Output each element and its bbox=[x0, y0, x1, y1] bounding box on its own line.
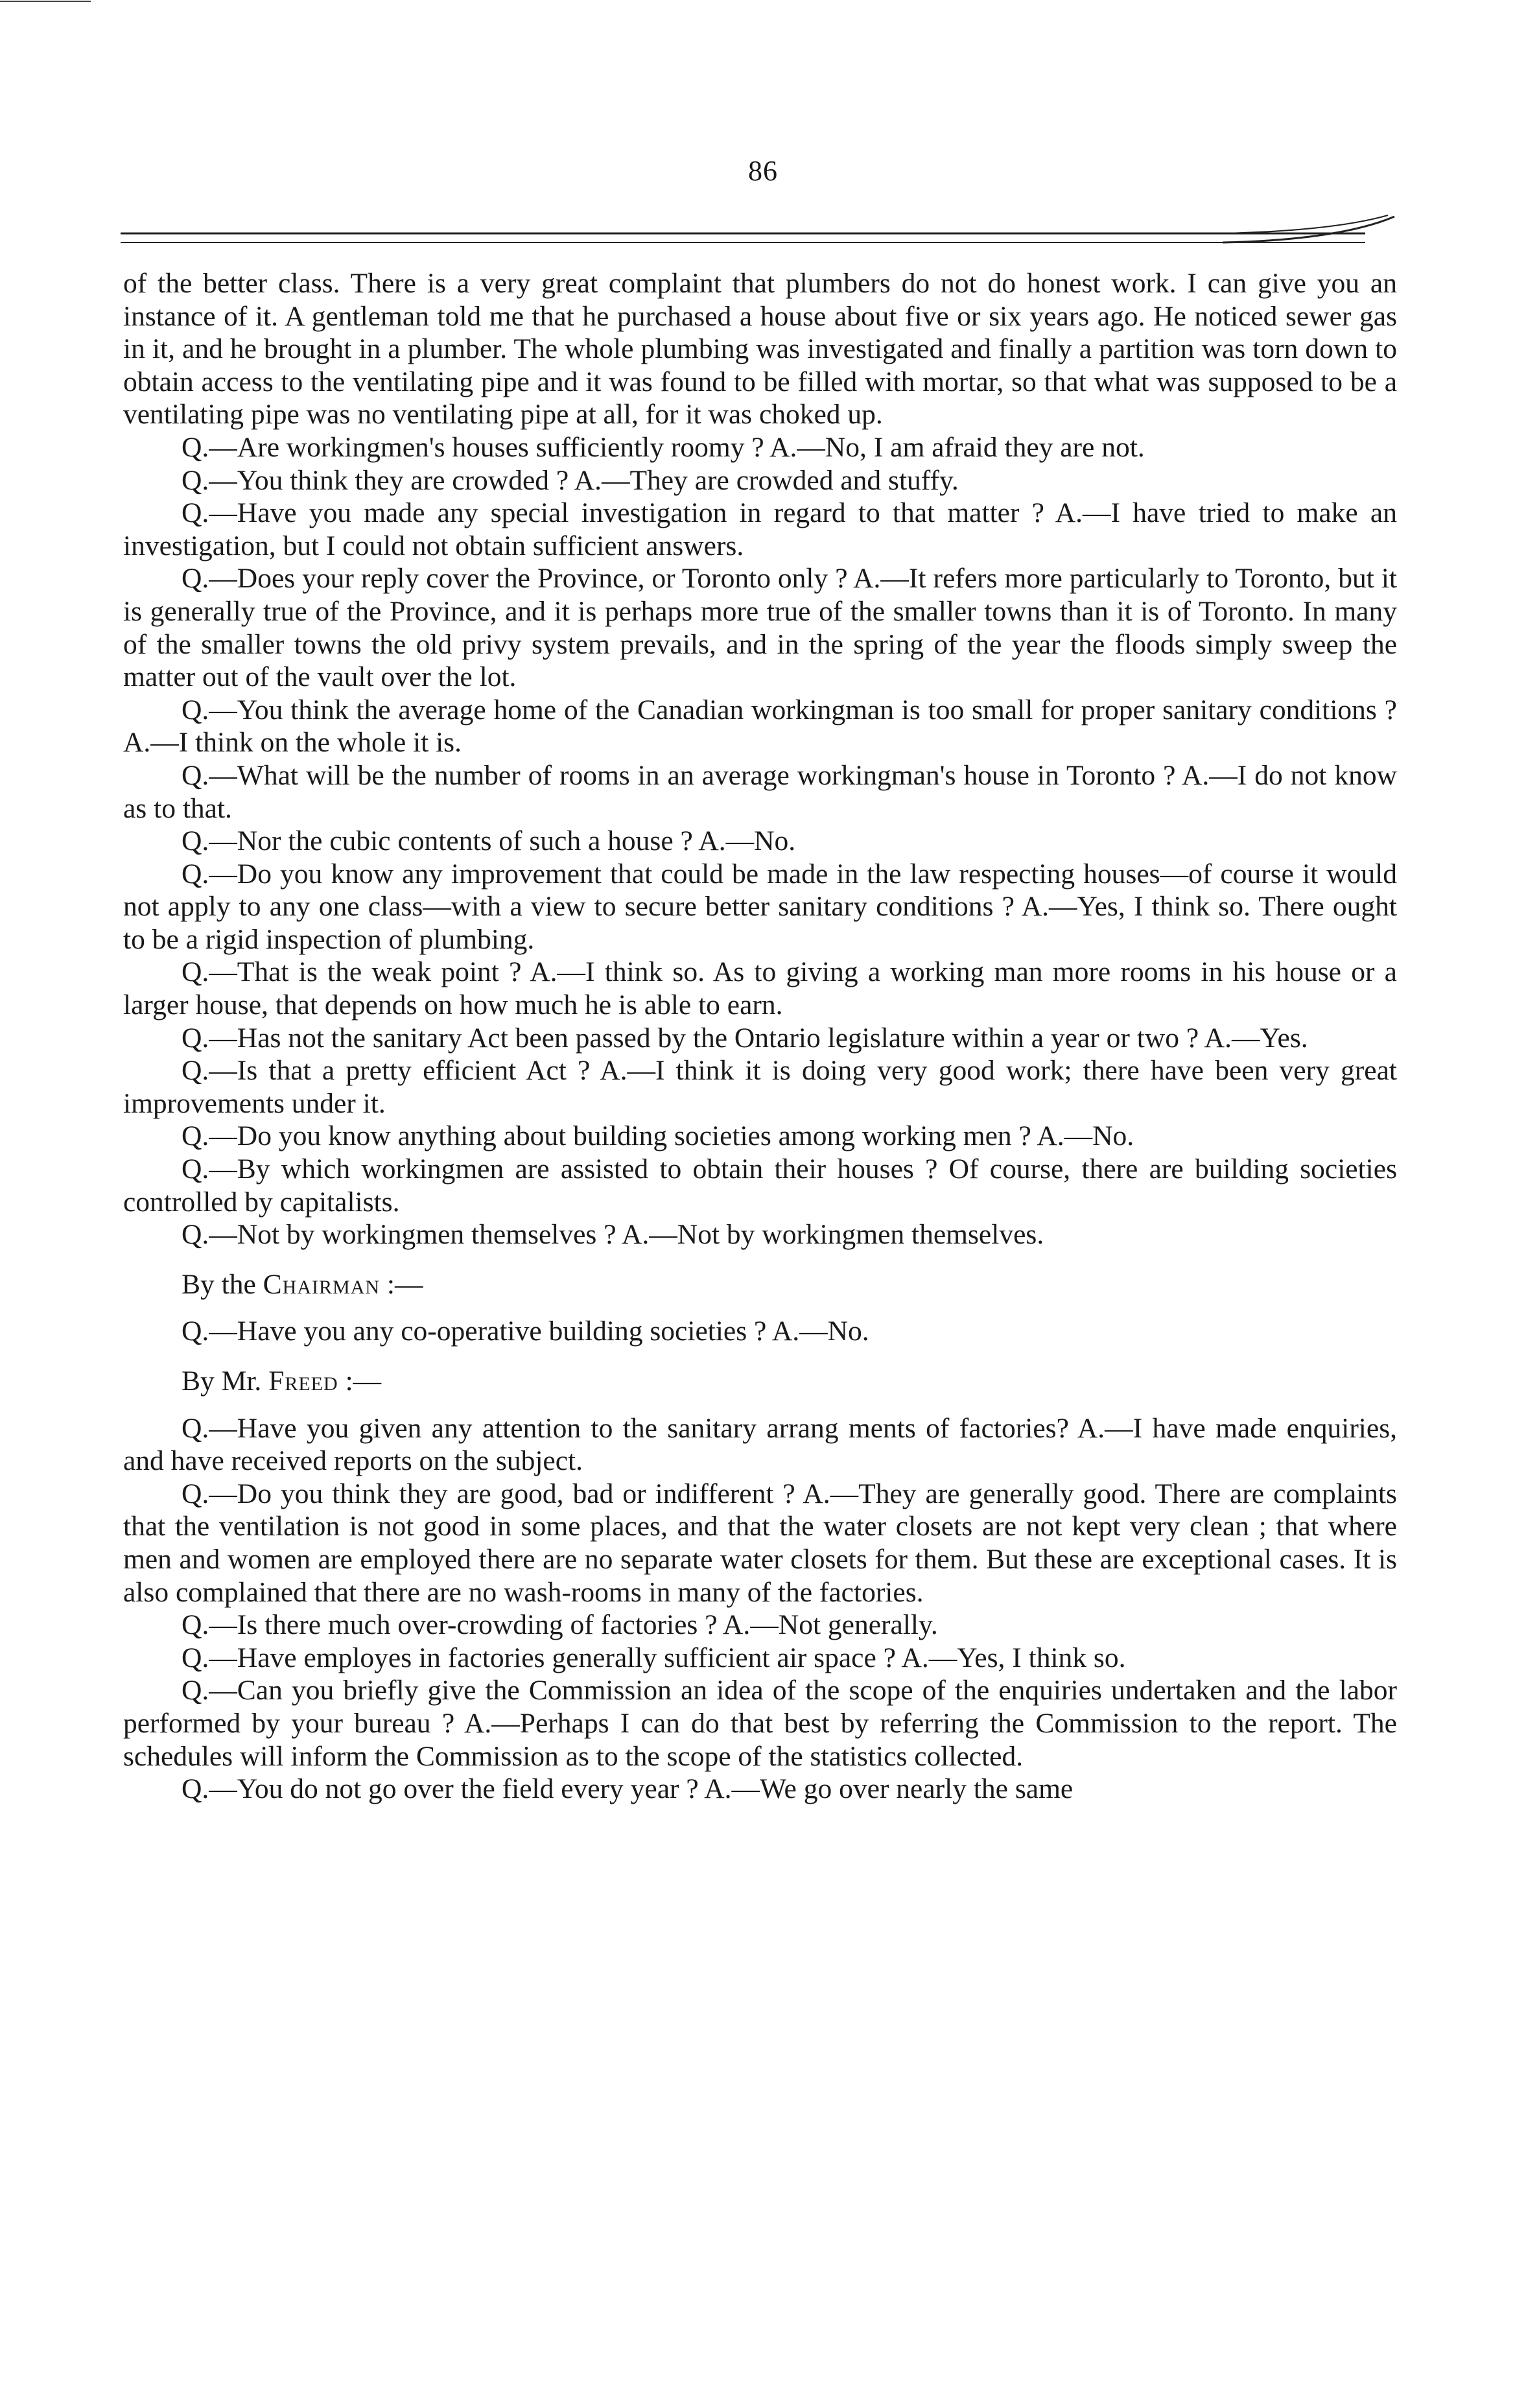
chairman-section bbox=[123, 1315, 1397, 1348]
paragraph: Q.—You think they are crowded ? A.—They are crowded and stuffy. bbox=[182, 464, 959, 496]
scan-edge-mark bbox=[0, 0, 91, 5]
paragraph: Q.—Have you given any attention to the sanitary arrang ments of factories? A.—I have made enquiries, and have received reports on the subject. bbox=[123, 1412, 1397, 1477]
speaker-prefix: By the bbox=[182, 1268, 263, 1300]
speaker-heading-chairman bbox=[123, 1268, 1397, 1301]
speaker-name: Chairman bbox=[263, 1268, 381, 1300]
paragraph: Q.—By which workingmen are assisted to obtain their houses ? Of course, there are building societies controlled by capitalists. bbox=[123, 1153, 1397, 1218]
paragraph: Q.—Have employes in factories generally sufficient air space ? A.—Yes, I think so. bbox=[182, 1642, 1126, 1673]
paragraph: of the better class. There is a very great complaint that plumbers do not do honest work. I can give you an instance of it. A gentleman told me that he purchased a house about five or six years ago. He noticed sewer gas in it, and he brought in a plumber. The whole plumbing was investigated and finally a partition was torn down to obtain access to the ventilating pipe and it was found to be filled with mortar, so that what was supposed to be a ventilating pipe was no ventilating pipe at all, for it was choked up. bbox=[123, 268, 1397, 431]
speaker-suffix: :— bbox=[338, 1365, 382, 1397]
freed-section bbox=[123, 1412, 1397, 1806]
paragraph: Q.—Is there much over-crowding of factories ? A.—Not generally. bbox=[182, 1609, 938, 1641]
header-rule bbox=[121, 214, 1398, 253]
paragraph: Q.—Nor the cubic contents of such a house ? A.—No. bbox=[182, 825, 796, 857]
paragraph: Q.—Do you know any improvement that could be made in the law respecting houses—of course it would not apply to any one class—with a view to secure better sanitary conditions ? A.—Yes, I think so. There ought to be a rigid inspection of plumbing. bbox=[123, 858, 1397, 955]
paragraph: Q.—Do you think they are good, bad or indifferent ? A.—They are generally good. There are complaints that the ventilation is not good in some places, and that the water closets are not kept very clean ; that where men and women are employed there are no separate water closets for them. But these are exceptional cases. It is also complained that there are no wash-rooms in many of the factories. bbox=[123, 1478, 1397, 1608]
body-text bbox=[123, 267, 1397, 1806]
paragraph: Q.—Do you know anything about building societies among working men ? A.—No. bbox=[182, 1120, 1134, 1152]
speaker-heading-freed bbox=[123, 1365, 1397, 1398]
paragraph: Q.—Is that a pretty efficient Act ? A.—I think it is doing very good work; there have been very great improvements under it. bbox=[123, 1055, 1397, 1119]
speaker-suffix: :— bbox=[380, 1268, 423, 1300]
paragraph: Q.—You do not go over the field every year ? A.—We go over nearly the same bbox=[182, 1773, 1074, 1805]
paragraph: Q.—You think the average home of the Canadian workingman is too small for proper sanitary conditions ? A.—I think on the whole it is. bbox=[123, 694, 1397, 759]
paragraph: Q.—Can you briefly give the Commission an idea of the scope of the enquiries undertaken and the labor performed by your bureau ? A.—Perhaps I can do that best by referring the Commission to the report. The schedules will inform the Commission as to the scope of the statistics collected. bbox=[123, 1675, 1397, 1772]
paragraph: Q.—Does your reply cover the Province, or Toronto only ? A.—It refers more particularly to Toronto, but it is generally true of the Province, and it is perhaps more true of the smaller towns than it is of Toronto. In many of the smaller towns the old privy system prevails, and in the spring of the year the floods simply sweep the matter out of the vault over the lot. bbox=[123, 563, 1397, 693]
speaker-prefix: By Mr. bbox=[182, 1365, 269, 1397]
speaker-name: Freed bbox=[268, 1365, 338, 1397]
paragraph: Q.—What will be the number of rooms in an average workingman's house in Toronto ? A.—I do not know as to that. bbox=[123, 759, 1397, 824]
paragraph: Q.—Are workingmen's houses sufficiently roomy ? A.—No, I am afraid they are not. bbox=[182, 431, 1145, 463]
testimony-section bbox=[123, 267, 1397, 1251]
page-number: 86 bbox=[748, 155, 778, 187]
paragraph: Q.—Not by workingmen themselves ? A.—Not by workingmen themselves. bbox=[182, 1219, 1044, 1251]
paragraph: Q.—Has not the sanitary Act been passed by the Ontario legislature within a year or two ? A.—Yes. bbox=[182, 1022, 1308, 1054]
paragraph: Q.—Have you made any special investigation in regard to that matter ? A.—I have tried to make an investigation, but I could not obtain sufficient answers. bbox=[123, 497, 1397, 561]
paragraph: Q.—Have you any co-operative building societies ? A.—No. bbox=[182, 1316, 869, 1347]
paragraph: Q.—That is the weak point ? A.—I think so. As to giving a working man more rooms in his house or a larger house, that depends on how much he is able to earn. bbox=[123, 956, 1397, 1021]
